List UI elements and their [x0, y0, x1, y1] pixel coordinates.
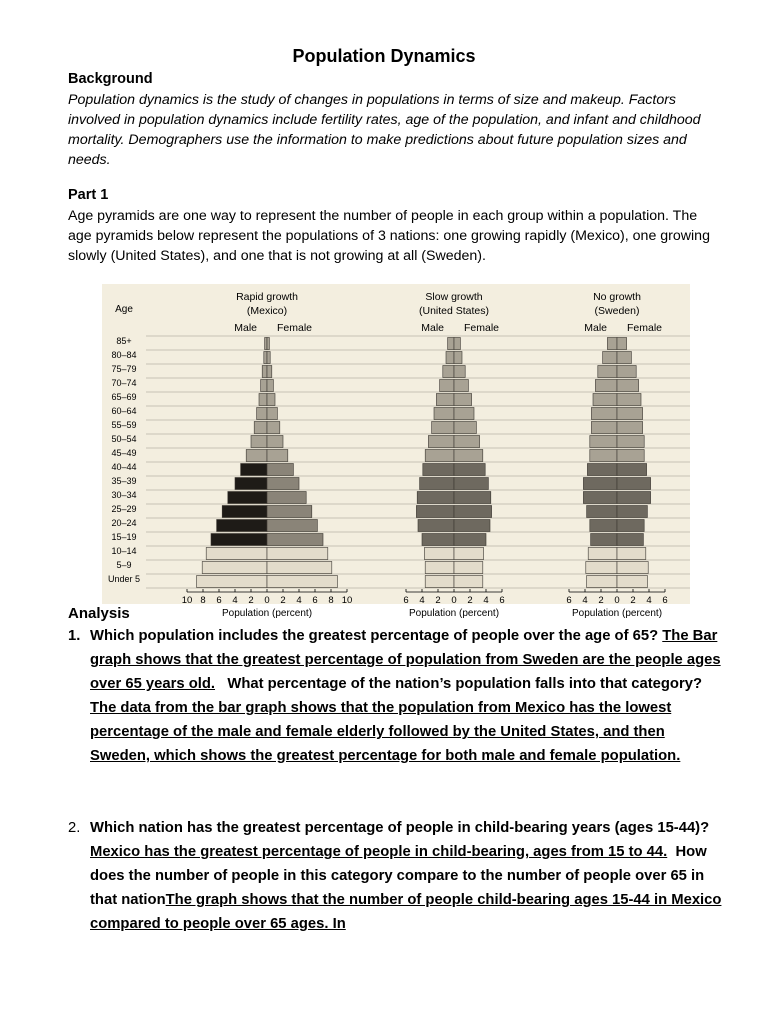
female-bar: [267, 366, 272, 378]
female-bar: [617, 562, 648, 574]
x-tick-label: 6: [216, 595, 222, 606]
x-tick-label: 4: [483, 595, 489, 606]
x-axis-label: Population (percent): [221, 608, 313, 619]
male-bar: [424, 548, 454, 560]
male-bar: [254, 422, 267, 434]
male-bar: [587, 506, 617, 518]
question-1: [68, 624, 728, 768]
female-bar: [267, 492, 306, 504]
pyramid-title: Slow growth: [425, 291, 483, 303]
pyramid-subtitle: (Sweden): [594, 305, 640, 317]
pyramid-title: No growth: [593, 291, 641, 303]
female-bar: [617, 534, 643, 546]
female-bar: [454, 548, 484, 560]
female-bar: [617, 520, 644, 532]
female-bar: [267, 576, 337, 588]
male-bar: [434, 408, 454, 420]
female-bar: [617, 380, 639, 392]
male-bar: [422, 534, 454, 546]
x-tick-label: 6: [499, 595, 505, 606]
age-tick-label: 10–14: [111, 546, 137, 556]
male-bar: [425, 576, 454, 588]
male-bar: [587, 576, 617, 588]
female-bar: [454, 520, 490, 532]
male-bar: [217, 520, 267, 532]
question-2-answer-1: Mexico has the greatest percentage of people in child-bearing, ages from 15 to 44.: [90, 844, 668, 860]
male-bar: [257, 408, 267, 420]
age-tick-label: 55–59: [111, 420, 137, 430]
male-bar: [425, 562, 454, 574]
female-bar: [617, 492, 651, 504]
male-bar: [603, 352, 617, 364]
female-label: Female: [277, 322, 313, 334]
age-tick-label: 65–69: [111, 392, 137, 402]
female-bar: [617, 478, 651, 490]
female-bar: [454, 436, 480, 448]
female-bar: [617, 576, 647, 588]
female-bar: [454, 562, 483, 574]
female-bar: [267, 506, 312, 518]
x-tick-label: 2: [467, 595, 473, 606]
female-bar: [267, 534, 323, 546]
question-2-text: Which nation has the greatest percentage of people in child-bearing years (ages 15-44)?: [90, 820, 710, 836]
female-bar: [267, 422, 280, 434]
age-tick-label: 80–84: [111, 350, 137, 360]
age-tick-label: 60–64: [111, 406, 137, 416]
female-bar: [267, 380, 273, 392]
male-bar: [440, 380, 454, 392]
male-bar: [246, 450, 267, 462]
female-bar: [454, 366, 465, 378]
female-bar: [617, 464, 647, 476]
female-bar: [617, 408, 643, 420]
age-pyramid-figure: [102, 284, 690, 619]
male-bar: [448, 338, 454, 350]
male-bar: [259, 394, 267, 406]
male-bar: [206, 548, 267, 560]
male-bar: [588, 548, 617, 560]
female-bar: [267, 548, 328, 560]
x-tick-label: 8: [200, 595, 206, 606]
male-bar: [417, 492, 454, 504]
female-bar: [454, 338, 460, 350]
male-bar: [587, 464, 617, 476]
female-bar: [267, 478, 299, 490]
x-axis-label: Population (percent): [408, 608, 500, 619]
male-bar: [197, 576, 267, 588]
male-bar: [590, 450, 617, 462]
x-tick-label: 0: [614, 595, 620, 606]
female-bar: [454, 478, 488, 490]
x-tick-label: 4: [646, 595, 652, 606]
female-bar: [454, 464, 485, 476]
male-bar: [607, 338, 617, 350]
female-bar: [454, 450, 483, 462]
x-tick-label: 10: [181, 595, 193, 606]
female-bar: [454, 506, 492, 518]
pyramid-subtitle: (Mexico): [246, 305, 288, 317]
male-bar: [590, 436, 617, 448]
age-tick-label: 75–79: [111, 364, 137, 374]
age-tick-label: 30–34: [111, 490, 137, 500]
age-tick-label: 20–24: [111, 518, 137, 528]
x-tick-label: 0: [451, 595, 457, 606]
female-bar: [267, 464, 293, 476]
male-bar: [591, 422, 617, 434]
female-bar: [617, 450, 644, 462]
age-tick-label: 5–9: [116, 560, 132, 570]
female-bar: [617, 394, 641, 406]
age-tick-label: 35–39: [111, 476, 137, 486]
female-bar: [267, 394, 275, 406]
question-2-number: 2.: [68, 820, 81, 836]
x-tick-label: 6: [403, 595, 409, 606]
x-tick-label: 2: [280, 595, 286, 606]
female-bar: [617, 366, 636, 378]
age-tick-label: 70–74: [111, 378, 137, 388]
male-bar: [425, 450, 454, 462]
x-axis-label: Population (percent): [571, 608, 663, 619]
x-tick-label: 4: [419, 595, 425, 606]
male-bar: [446, 352, 454, 364]
x-tick-label: 2: [435, 595, 441, 606]
female-bar: [267, 520, 317, 532]
female-bar: [454, 534, 486, 546]
x-tick-label: 2: [630, 595, 636, 606]
page-title: Population Dynamics: [292, 46, 476, 66]
x-tick-label: 4: [232, 595, 238, 606]
x-tick-label: 4: [296, 595, 302, 606]
male-bar: [202, 562, 267, 574]
male-bar: [436, 394, 454, 406]
female-bar: [454, 352, 462, 364]
male-bar: [262, 366, 267, 378]
question-2: [68, 816, 728, 936]
male-label: Male: [421, 322, 444, 334]
male-bar: [591, 534, 617, 546]
male-bar: [586, 562, 617, 574]
female-bar: [617, 338, 627, 350]
female-bar: [454, 380, 468, 392]
male-bar: [590, 520, 617, 532]
age-axis-label: Age: [115, 304, 133, 315]
female-bar: [617, 436, 644, 448]
x-tick-label: 10: [341, 595, 353, 606]
part1-text: Age pyramids are one way to represent the number of people in each group within a population. The age pyramids below represent the populations of 3 nations: one growing rapidly (Mexico), one growing slowly (United States), and one that is not growing at all (Sweden).: [68, 208, 710, 264]
background-text: Population dynamics is the study of changes in populations in terms of size and makeup. Factors involved in population dynamics include fertility rates, age of the population, and infant and childhood mortality. Demographers use the information to make predictions about future population sizes and needs.: [68, 92, 701, 168]
female-bar: [267, 352, 270, 364]
male-bar: [211, 534, 267, 546]
female-bar: [617, 422, 643, 434]
male-bar: [222, 506, 267, 518]
question-1-followup: What percentage of the nation’s population falls into that category?: [227, 676, 702, 692]
male-bar: [593, 394, 617, 406]
age-tick-label: 40–44: [111, 462, 137, 472]
age-tick-label: Under 5: [107, 574, 141, 584]
male-label: Male: [584, 322, 607, 334]
x-tick-label: 0: [264, 595, 270, 606]
question-1-answer-2: The data from the bar graph shows that the population from Mexico has the lowest percentage of the male and female elderly followed by the United States, and then Sweden, which shows the greatest percentage for both male and female population.: [90, 700, 681, 764]
male-bar: [418, 520, 454, 532]
pyramid-subtitle: (United States): [418, 305, 490, 317]
male-bar: [420, 478, 454, 490]
female-bar: [454, 422, 476, 434]
female-bar: [267, 408, 277, 420]
female-bar: [454, 576, 483, 588]
female-bar: [267, 450, 288, 462]
male-bar: [241, 464, 267, 476]
male-bar: [228, 492, 267, 504]
age-tick-label: 45–49: [111, 448, 137, 458]
male-bar: [264, 352, 267, 364]
x-tick-label: 6: [566, 595, 572, 606]
female-bar: [267, 436, 283, 448]
female-bar: [617, 548, 646, 560]
male-bar: [235, 478, 267, 490]
female-bar: [617, 352, 631, 364]
female-bar: [454, 492, 491, 504]
female-bar: [267, 562, 332, 574]
male-bar: [598, 366, 617, 378]
male-bar: [428, 436, 454, 448]
male-label: Male: [234, 322, 257, 334]
question-1-number: 1.: [68, 628, 81, 644]
question-2-followup: How does the number of people in this category compare to the number of people over 65 in that nation: [90, 844, 707, 908]
background-heading: Background: [68, 71, 153, 87]
male-bar: [423, 464, 454, 476]
x-tick-label: 2: [248, 595, 254, 606]
x-tick-label: 6: [312, 595, 318, 606]
age-pyramids-chart: [102, 284, 690, 619]
age-tick-label: 50–54: [111, 434, 137, 444]
male-bar: [416, 506, 454, 518]
question-2-answer-2: The graph shows that the number of people child-bearing ages 15-44 in Mexico compared to people over 65 ages. In: [90, 892, 722, 932]
male-bar: [265, 338, 267, 350]
female-bar: [454, 408, 474, 420]
male-bar: [595, 380, 617, 392]
x-tick-label: 2: [598, 595, 604, 606]
male-bar: [591, 408, 617, 420]
female-bar: [617, 506, 647, 518]
question-1-text: Which population includes the greatest percentage of people over the age of 65?: [90, 628, 659, 644]
analysis-heading: Analysis: [68, 605, 130, 622]
male-bar: [251, 436, 267, 448]
pyramid-title: Rapid growth: [236, 291, 298, 303]
male-bar: [261, 380, 267, 392]
female-bar: [267, 338, 269, 350]
question-1-answer-1: The Bar graph shows that the greatest percentage of population from Sweden are the people ages over 65 years old.: [90, 628, 721, 692]
male-bar: [432, 422, 454, 434]
age-tick-label: 15–19: [111, 532, 137, 542]
male-bar: [583, 492, 617, 504]
female-label: Female: [464, 322, 500, 334]
part1-heading: Part 1: [68, 187, 109, 203]
age-tick-label: 25–29: [111, 504, 137, 514]
female-label: Female: [627, 322, 663, 334]
x-tick-label: 8: [328, 595, 334, 606]
male-bar: [583, 478, 617, 490]
male-bar: [443, 366, 454, 378]
age-tick-label: 85+: [116, 336, 132, 346]
female-bar: [454, 394, 472, 406]
x-tick-label: 6: [662, 595, 668, 606]
x-tick-label: 4: [582, 595, 588, 606]
